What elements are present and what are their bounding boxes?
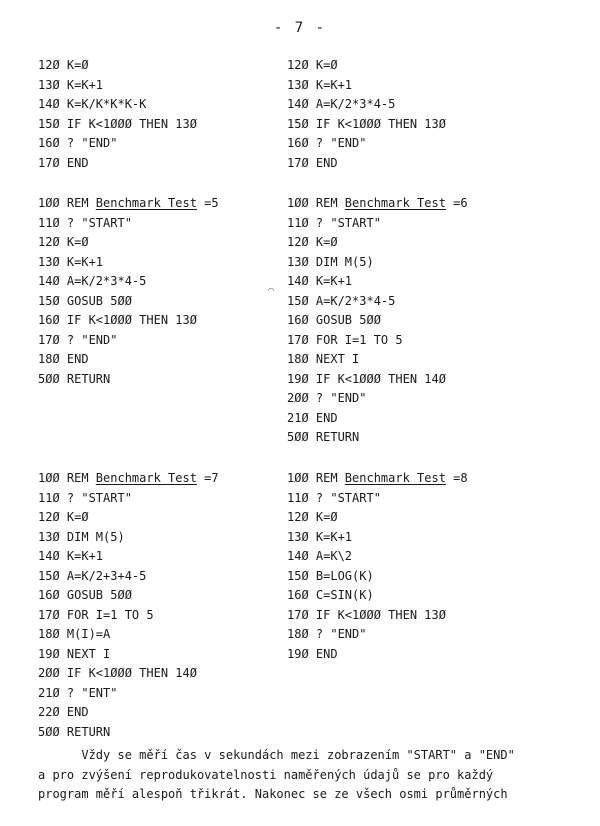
code-text: 12Ø K=Ø xyxy=(287,235,338,249)
code-line xyxy=(38,684,219,704)
code-text: 17Ø END xyxy=(38,155,89,170)
paragraph-line: Vždy se měří čas v sekundách mezi zobrazením "START" a "END" xyxy=(38,748,515,762)
code-line xyxy=(38,370,219,390)
code-line xyxy=(287,134,446,154)
code-text: 14Ø K=K+1 xyxy=(287,274,353,288)
code-text: 13Ø DIM M(5) xyxy=(38,529,125,544)
code-block xyxy=(287,469,468,664)
code-line xyxy=(38,703,219,723)
code-line xyxy=(287,606,468,626)
code-text: 12Ø K=Ø xyxy=(287,58,338,72)
test-number: =6 xyxy=(445,196,468,210)
code-text: 16Ø GOSUB 5ØØ xyxy=(287,313,381,327)
code-line xyxy=(38,76,197,96)
code-line xyxy=(287,508,468,528)
code-text: 19Ø NEXT I xyxy=(38,646,111,661)
code-block xyxy=(287,194,468,448)
code-text: 16Ø ? "END" xyxy=(38,136,118,150)
code-line xyxy=(287,489,468,509)
code-line xyxy=(287,567,468,587)
code-line xyxy=(287,56,446,76)
code-line xyxy=(287,214,468,234)
paragraph-line: program měří alespoň třikrát. Nakonec se ze všech osmi průměrných xyxy=(38,787,508,801)
code-text: 18Ø END xyxy=(38,352,89,366)
code-block xyxy=(287,56,446,173)
code-text: 14Ø A=K/2*3*4-5 xyxy=(38,274,147,288)
test-number: =8 xyxy=(445,471,468,485)
code-line xyxy=(38,664,219,684)
code-text: 14Ø A=K\2 xyxy=(287,549,353,563)
code-text: 15Ø GOSUB 5ØØ xyxy=(38,293,132,308)
code-text: 14Ø K=K/K*K*K-K xyxy=(38,97,147,111)
code-line xyxy=(38,115,197,135)
underlined-title: Benchmark Test xyxy=(95,196,197,210)
underlined-title: Benchmark Test xyxy=(344,196,446,210)
code-line xyxy=(287,350,468,370)
code-line xyxy=(38,350,219,370)
code-text: 16Ø ? "END" xyxy=(287,136,367,150)
code-line xyxy=(38,95,197,115)
code-text: 18Ø NEXT I xyxy=(287,352,360,366)
code-text: 21Ø ? "ENT" xyxy=(38,685,118,700)
code-text: 18Ø ? "END" xyxy=(287,627,367,641)
code-text: 13Ø DIM M(5) xyxy=(287,254,374,269)
code-text: 17Ø END xyxy=(287,155,338,170)
code-line xyxy=(38,645,219,665)
code-line xyxy=(38,331,219,351)
code-line xyxy=(38,56,197,76)
code-text: 14Ø K=K+1 xyxy=(38,549,104,563)
code-text: 5ØØ RETURN xyxy=(38,724,111,739)
code-line xyxy=(287,292,468,312)
code-line xyxy=(287,547,468,567)
code-line xyxy=(287,76,446,96)
code-text: 17Ø FOR I=1 TO 5 xyxy=(38,607,154,622)
code-text: 11Ø ? "START" xyxy=(38,215,132,230)
code-line xyxy=(287,115,446,135)
underlined-title: Benchmark Test xyxy=(95,471,197,485)
test-number: =7 xyxy=(196,471,219,485)
code-line xyxy=(287,389,468,409)
code-line xyxy=(38,528,219,548)
code-line xyxy=(287,586,468,606)
code-text: 17Ø FOR I=1 TO 5 xyxy=(287,332,403,347)
code-line xyxy=(38,134,197,154)
code-line xyxy=(287,331,468,351)
code-line xyxy=(38,547,219,567)
code-text: 22Ø END xyxy=(38,705,89,719)
code-line xyxy=(287,95,446,115)
stray-pen-mark: ⌒ xyxy=(268,285,275,296)
code-text: 11Ø ? "START" xyxy=(287,490,381,505)
code-line xyxy=(38,723,219,743)
code-text: 11Ø ? "START" xyxy=(38,490,132,505)
code-line xyxy=(287,311,468,331)
code-text: 15Ø IF K<1ØØØ THEN 13Ø xyxy=(38,116,197,131)
code-text: 2ØØ IF K<1ØØØ THEN 14Ø xyxy=(38,666,197,680)
code-text: 13Ø K=K+1 xyxy=(38,77,104,92)
code-text: 11Ø ? "START" xyxy=(287,215,381,230)
code-line xyxy=(287,469,468,489)
page-number: - 7 - xyxy=(273,20,327,36)
code-line xyxy=(38,469,219,489)
code-text: 16Ø GOSUB 5ØØ xyxy=(38,588,132,602)
code-text: 5ØØ RETURN xyxy=(38,371,111,386)
code-text: 15Ø A=K/2+3+4-5 xyxy=(38,568,147,583)
code-line xyxy=(287,428,468,448)
code-text: 16Ø C=SIN(K) xyxy=(287,588,374,602)
code-text: 17Ø ? "END" xyxy=(38,332,118,347)
code-line xyxy=(287,645,468,665)
paragraph-line: a pro zvýšení reprodukovatelnosti naměřených údajů se pro každý xyxy=(38,767,494,782)
code-line xyxy=(38,292,219,312)
code-line xyxy=(38,311,219,331)
code-text: 1ØØ REM xyxy=(38,196,96,210)
code-text: 15Ø IF K<1ØØØ THEN 13Ø xyxy=(287,116,446,131)
code-text: 1ØØ REM xyxy=(38,471,96,485)
code-text: 5ØØ RETURN xyxy=(287,430,360,444)
code-line xyxy=(38,625,219,645)
code-line xyxy=(38,154,197,174)
code-line xyxy=(287,194,468,214)
code-block xyxy=(38,56,197,173)
code-text: 1ØØ REM xyxy=(287,471,345,485)
code-line xyxy=(287,409,468,429)
code-line xyxy=(287,528,468,548)
code-line xyxy=(287,370,468,390)
code-text: 12Ø K=Ø xyxy=(38,58,89,72)
code-text: 15Ø B=LOG(K) xyxy=(287,568,374,583)
code-line xyxy=(38,253,219,273)
code-text: 12Ø K=Ø xyxy=(38,510,89,524)
code-text: 19Ø IF K<1ØØØ THEN 14Ø xyxy=(287,371,446,386)
code-text: 21Ø END xyxy=(287,410,338,425)
code-line xyxy=(38,194,219,214)
code-text: 18Ø M(I)=A xyxy=(38,627,111,641)
code-line xyxy=(287,154,446,174)
code-text: 15Ø A=K/2*3*4-5 xyxy=(287,293,396,308)
code-line xyxy=(38,489,219,509)
code-line xyxy=(38,567,219,587)
code-line xyxy=(38,214,219,234)
body-paragraph xyxy=(38,746,568,805)
code-text: 1ØØ REM xyxy=(287,196,345,210)
code-line xyxy=(287,253,468,273)
code-text: 2ØØ ? "END" xyxy=(287,391,367,405)
code-line xyxy=(38,233,219,253)
code-line xyxy=(287,272,468,292)
code-line xyxy=(38,272,219,292)
code-line xyxy=(38,508,219,528)
code-text: 16Ø IF K<1ØØØ THEN 13Ø xyxy=(38,313,197,327)
code-text: 13Ø K=K+1 xyxy=(38,254,104,269)
code-text: 14Ø A=K/2*3*4-5 xyxy=(287,97,396,111)
code-text: 12Ø K=Ø xyxy=(38,235,89,249)
underlined-title: Benchmark Test xyxy=(344,471,446,485)
code-line xyxy=(287,625,468,645)
code-line xyxy=(38,586,219,606)
code-block xyxy=(38,194,219,389)
code-text: 13Ø K=K+1 xyxy=(287,529,353,544)
code-line xyxy=(287,233,468,253)
code-text: 12Ø K=Ø xyxy=(287,510,338,524)
code-block xyxy=(38,469,219,742)
test-number: =5 xyxy=(196,196,219,210)
code-text: 13Ø K=K+1 xyxy=(287,77,353,92)
code-text: 19Ø END xyxy=(287,646,338,661)
code-text: 17Ø IF K<1ØØØ THEN 13Ø xyxy=(287,607,446,622)
code-line xyxy=(38,606,219,626)
